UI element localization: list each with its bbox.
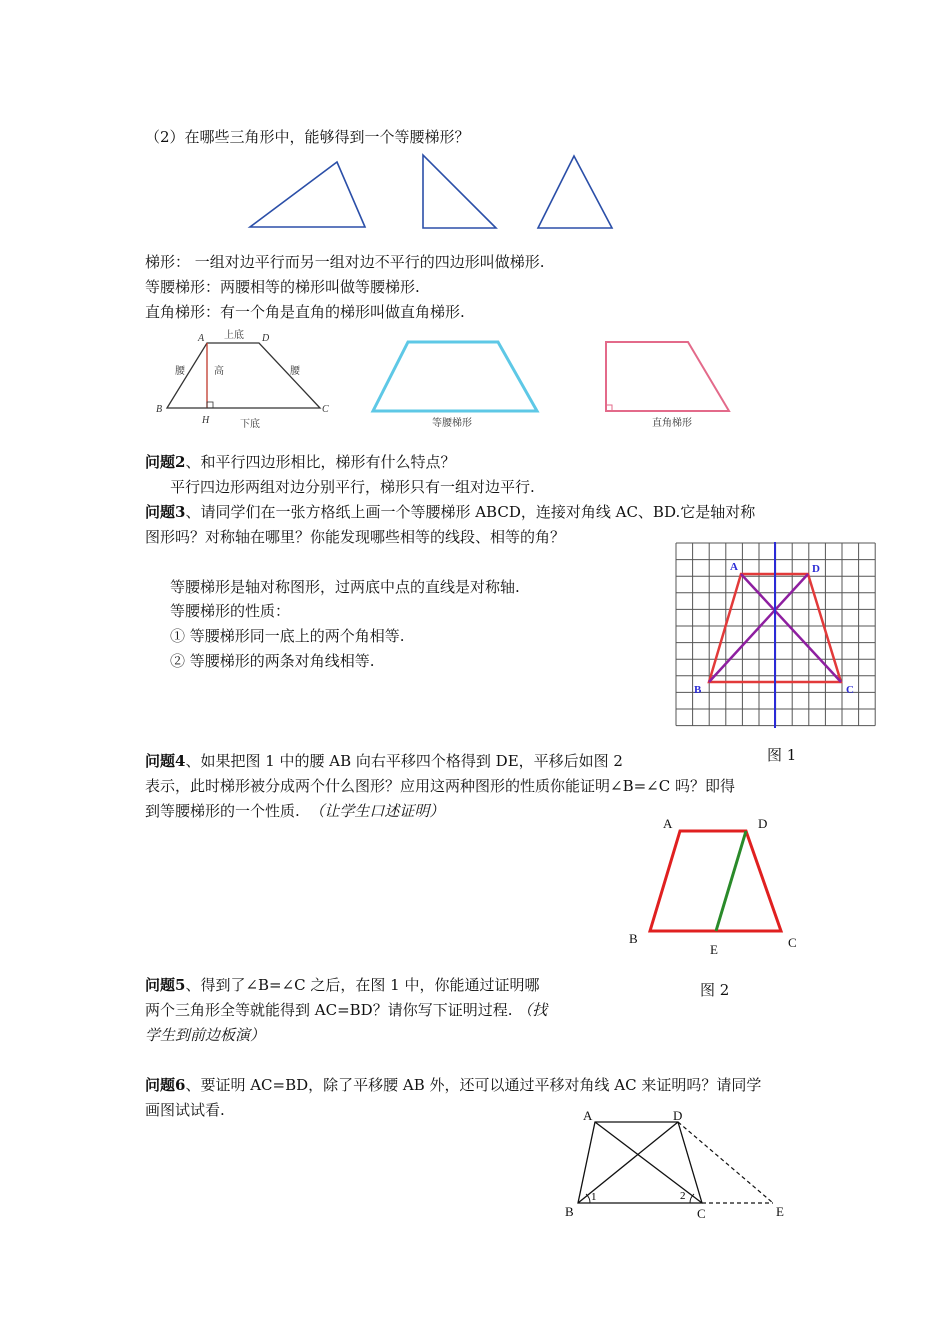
- label-d: D: [262, 333, 270, 344]
- fig3-angle-1: 1: [591, 1191, 597, 1203]
- question-5: [145, 975, 540, 995]
- question-3-label: 问题3: [145, 503, 186, 521]
- label-h: H: [202, 415, 210, 426]
- obtuse-triangle: [250, 162, 365, 227]
- question-4-text3: 到等腰梯形的一个性质.: [145, 802, 300, 820]
- fig2-label-d: D: [758, 816, 768, 831]
- question-4-text: 、如果把图 1 中的腰 AB 向右平移四个格得到 DE，平移后如图 2: [185, 752, 623, 770]
- figure-2-caption: 图 2: [700, 981, 730, 999]
- fig1-diagonal-ac: [741, 574, 841, 682]
- fig3-label-a: A: [583, 1108, 593, 1123]
- label-b: B: [156, 404, 163, 415]
- fig2-label-c: C: [788, 935, 797, 950]
- translate-diagonal-figure: [560, 1100, 800, 1225]
- fig2-label-a: A: [663, 816, 673, 831]
- fig3-angle-2: 2: [680, 1190, 686, 1202]
- question-3: [145, 502, 755, 522]
- question-5-text: 、得到了∠B=∠C 之后，在图 1 中，你能通过证明哪: [185, 976, 540, 994]
- property-1: ① 等腰梯形同一底上的两个角相等.: [170, 627, 405, 645]
- fig1-label-d: D: [812, 563, 820, 575]
- right-triangle: [423, 155, 496, 228]
- fig2-label-b: B: [629, 931, 638, 946]
- question-4-note: （让学生口述证明）: [309, 802, 445, 820]
- property-2: ② 等腰梯形的两条对角线相等.: [170, 652, 375, 670]
- fig2-segment-de: [716, 831, 746, 931]
- definition-trapezoid: 梯形： 一组对边平行而另一组对边不平行的四边形叫做梯形.: [145, 253, 545, 271]
- isosceles-trapezoid-figure: [365, 336, 545, 432]
- question-6: [145, 1075, 761, 1095]
- label-lower-base: 下底: [240, 419, 260, 430]
- question-5-text-line2: [145, 1000, 547, 1020]
- question-4-label: 问题4: [145, 752, 186, 770]
- figure-1-grid-trapezoid: [673, 540, 879, 730]
- question-3-text-line2: 图形吗？对称轴在哪里？你能发现哪些相等的线段、相等的角？: [145, 528, 566, 546]
- question-2-text: 、和平行四边形相比，梯形有什么特点？: [185, 453, 456, 471]
- fig3-label-e: E: [776, 1204, 784, 1219]
- figure-2-split-trapezoid: [620, 810, 820, 960]
- fig3-label-c: C: [697, 1206, 706, 1221]
- fig1-label-b: B: [694, 684, 702, 696]
- question-2-answer: 平行四边形两组对边分别平行，梯形只有一组对边平行.: [170, 478, 535, 496]
- question-4-text-line2: 表示，此时梯形被分成两个什么图形？应用这两种图形的性质你能证明∠B=∠C 吗？即得: [145, 777, 735, 795]
- fig2-label-e: E: [710, 942, 718, 957]
- fig3-label-b: B: [565, 1204, 574, 1219]
- right-caption: 直角梯形: [652, 418, 692, 429]
- question-4-text-line3: [145, 801, 444, 821]
- question-3-text: 、请同学们在一张方格纸上画一个等腰梯形 ABCD，连接对角线 AC、BD.它是轴对称: [185, 503, 756, 521]
- question-5-note1: （找: [517, 1001, 548, 1019]
- question-2: [145, 452, 455, 472]
- label-a: A: [198, 333, 205, 344]
- fig2-trapezoid: [650, 831, 781, 931]
- properties-heading: 等腰梯形的性质：: [170, 602, 291, 620]
- question-5-note2: 学生到前边板演）: [145, 1026, 266, 1044]
- label-height: 高: [214, 366, 224, 377]
- label-c: C: [322, 404, 329, 415]
- fig1-label-a: A: [730, 561, 738, 573]
- fig3-label-d: D: [673, 1108, 683, 1123]
- question-6-text: 、要证明 AC=BD，除了平移腰 AB 外，还可以通过平移对角线 AC 来证明吗？请同学: [185, 1076, 762, 1094]
- question-5-text2: 两个三角形全等就能得到 AC=BD？请你写下证明过程.: [145, 1001, 513, 1019]
- sub-question-2: （2）在哪些三角形中，能够得到一个等腰梯形？: [145, 128, 470, 146]
- question-6-text-line2: 画图试试看.: [145, 1101, 225, 1119]
- triangles-figure: [240, 150, 630, 240]
- label-upper-base: 上底: [224, 330, 244, 341]
- right-trapezoid-figure: [600, 336, 740, 432]
- labeled-trapezoid-figure: [150, 326, 350, 432]
- figure-1-caption: 图 1: [767, 746, 797, 764]
- iso-caption: 等腰梯形: [432, 418, 472, 429]
- label-leg-left: 腰: [175, 366, 185, 377]
- question-5-label: 问题5: [145, 976, 186, 994]
- label-leg-right: 腰: [290, 366, 300, 377]
- definition-isosceles-trapezoid: 等腰梯形：两腰相等的梯形叫做等腰梯形.: [145, 278, 420, 296]
- symmetry-statement: 等腰梯形是轴对称图形，过两底中点的直线是对称轴.: [170, 578, 520, 596]
- definition-right-trapezoid: 直角梯形：有一个角是直角的梯形叫做直角梯形.: [145, 303, 465, 321]
- fig1-label-c: C: [846, 684, 854, 696]
- question-6-label: 问题6: [145, 1076, 186, 1094]
- acute-triangle: [538, 156, 612, 228]
- question-2-label: 问题2: [145, 453, 186, 471]
- question-4: [145, 751, 623, 771]
